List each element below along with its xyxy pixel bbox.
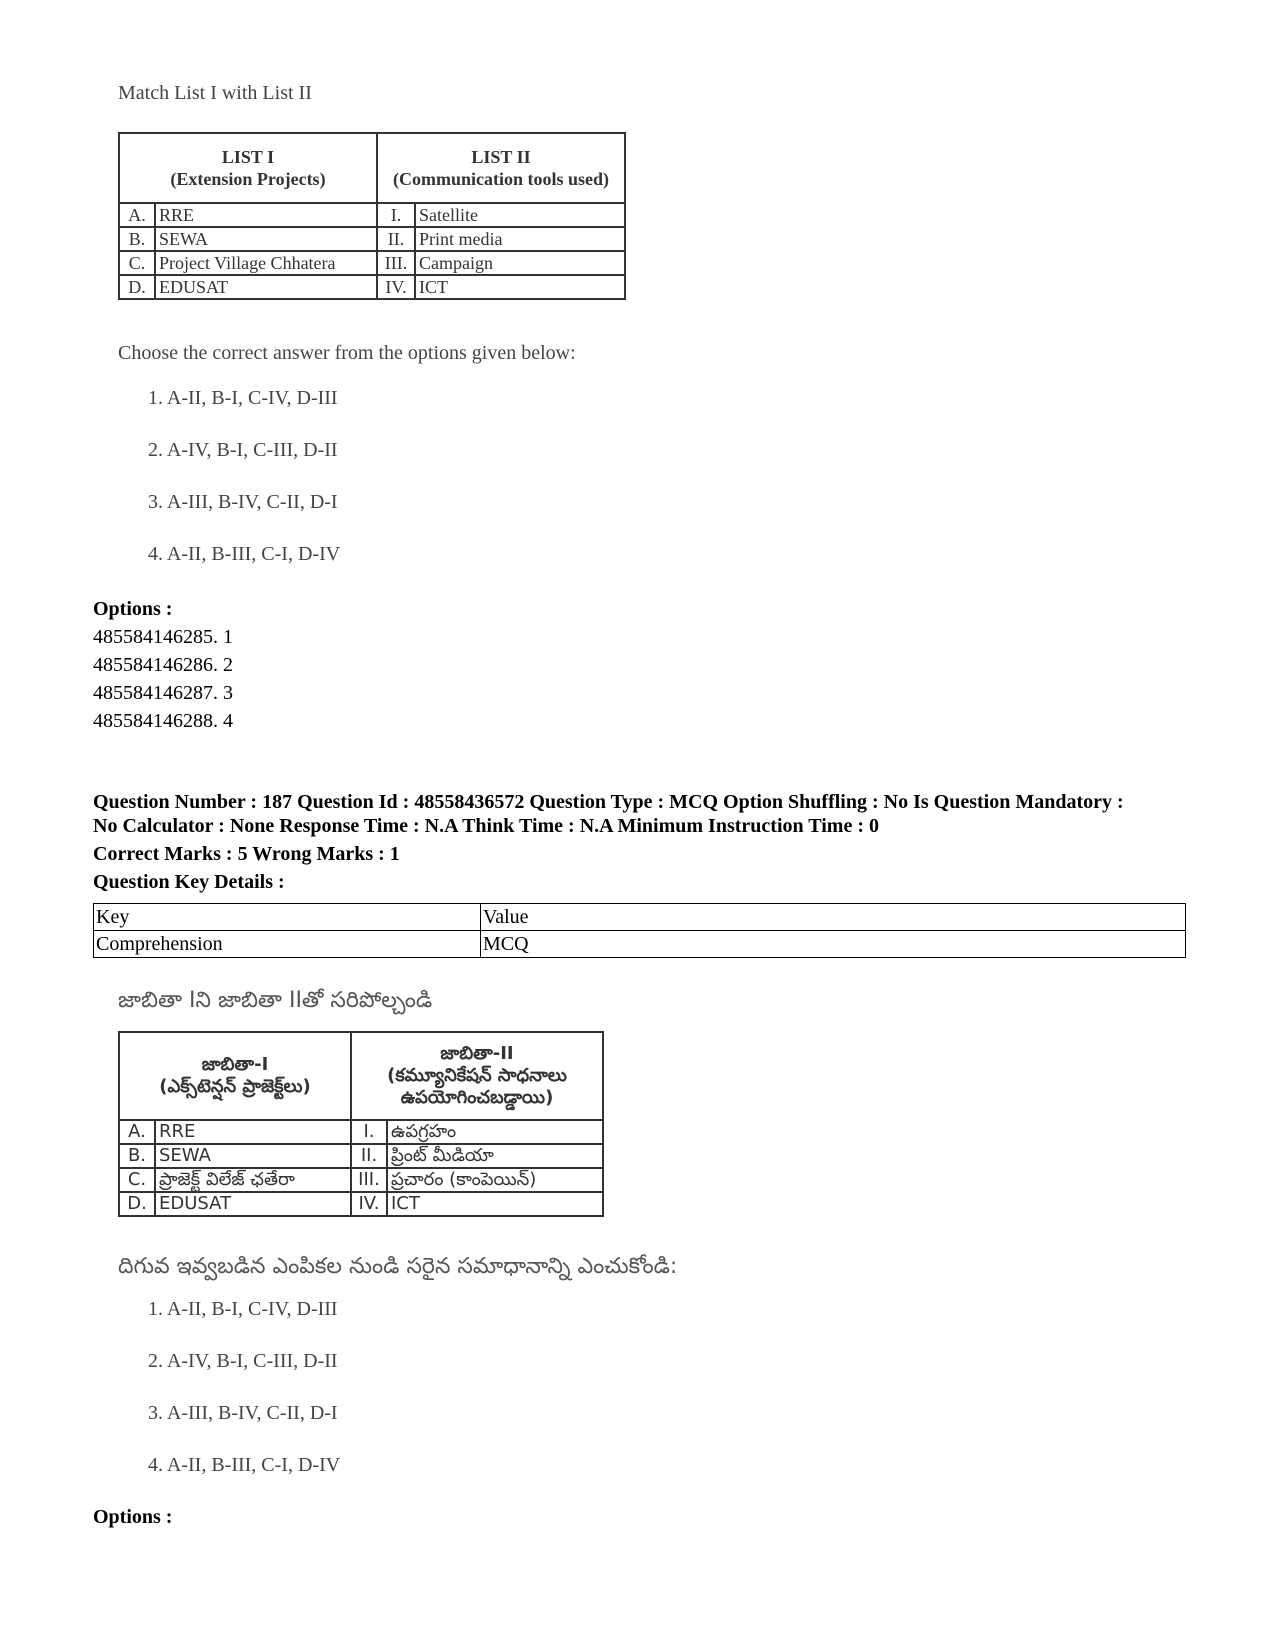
list1-item: EDUSAT — [155, 275, 377, 299]
table-row — [119, 251, 625, 275]
match-table — [118, 132, 626, 300]
row-index: A. — [119, 1120, 155, 1144]
choose-instruction: Choose the correct answer from the options given below: — [118, 342, 576, 364]
marks-line: Correct Marks : 5 Wrong Marks : 1 — [93, 843, 400, 865]
key-header: Key — [94, 904, 481, 931]
answer-choice: 4. A-II, B-III, C-I, D-IV — [148, 543, 341, 565]
question-meta-line: No Calculator : None Response Time : N.A Think Time : N.A Minimum Instruction Time : 0 — [93, 815, 879, 837]
list1-item: Project Village Chhatera — [155, 251, 377, 275]
row-index: I. — [377, 203, 415, 227]
row-index: D. — [119, 1192, 155, 1216]
value-cell: MCQ — [481, 931, 1186, 958]
table-row — [119, 1144, 603, 1168]
list2-header-te: జాబితా-II (కమ్యూనికేషన్ సాధనాలు ఉపయోగించబడ్డాయి) — [351, 1032, 603, 1120]
option-id: 485584146285. 1 — [93, 626, 233, 648]
options-label: Options : — [93, 598, 173, 620]
answer-choice: 3. A-III, B-IV, C-II, D-I — [148, 491, 338, 513]
list2-item: Satellite — [415, 203, 625, 227]
match-instruction-te: జాబితా Iని జాబితా IIతో సరిపోల్చండి — [118, 988, 433, 1013]
row-index: C. — [119, 251, 155, 275]
option-id: 485584146287. 3 — [93, 682, 233, 704]
list2-item: Print media — [415, 227, 625, 251]
key-details-label: Question Key Details : — [93, 871, 285, 893]
list1-item: RRE — [155, 203, 377, 227]
list1-item: ప్రాజెక్ట్ విలేజ్ ఛతేరా — [155, 1168, 351, 1192]
list1-item: SEWA — [155, 227, 377, 251]
table-row — [119, 227, 625, 251]
answer-choice: 1. A-II, B-I, C-IV, D-III — [148, 387, 338, 409]
row-index: B. — [119, 1144, 155, 1168]
list2-item: ఉపగ్రహం — [387, 1120, 603, 1144]
table-row — [119, 1120, 603, 1144]
table-row — [119, 275, 625, 299]
row-index: IV. — [377, 275, 415, 299]
row-index: II. — [377, 227, 415, 251]
options-label: Options : — [93, 1506, 173, 1528]
answer-choice: 4. A-II, B-III, C-I, D-IV — [148, 1454, 341, 1476]
answer-choice: 1. A-II, B-I, C-IV, D-III — [148, 1298, 338, 1320]
row-index: I. — [351, 1120, 387, 1144]
match-table-te — [118, 1031, 604, 1217]
list2-item: ప్రచారం (కాంపెయిన్) — [387, 1168, 603, 1192]
row-index: D. — [119, 275, 155, 299]
table-row — [119, 1168, 603, 1192]
row-index: II. — [351, 1144, 387, 1168]
list1-header: LIST I (Extension Projects) — [119, 133, 377, 203]
row-index: C. — [119, 1168, 155, 1192]
question-meta — [93, 790, 1203, 894]
option-id: 485584146286. 2 — [93, 654, 233, 676]
key-details-table — [93, 903, 1186, 958]
answer-choice: 2. A-IV, B-I, C-III, D-II — [148, 439, 338, 461]
list1-header-te: జాబితా-I (ఎక్స్‌టెన్షన్ ప్రాజెక్ట్‌లు) — [119, 1032, 351, 1120]
table-row — [94, 904, 1186, 931]
row-index: B. — [119, 227, 155, 251]
row-index: III. — [351, 1168, 387, 1192]
list1-item: EDUSAT — [155, 1192, 351, 1216]
list1-item: SEWA — [155, 1144, 351, 1168]
table-row — [119, 1192, 603, 1216]
row-index: A. — [119, 203, 155, 227]
answer-choice: 2. A-IV, B-I, C-III, D-II — [148, 1350, 338, 1372]
choose-instruction-te: దిగువ ఇవ్వబడిన ఎంపికల నుండి సరైన సమాధానాన్ని ఎంచుకోండి: — [118, 1254, 678, 1279]
row-index: IV. — [351, 1192, 387, 1216]
match-instruction: Match List I with List II — [118, 82, 312, 104]
table-row — [119, 203, 625, 227]
list2-item: ప్రింట్ మీడియా — [387, 1144, 603, 1168]
list1-item: RRE — [155, 1120, 351, 1144]
list2-item: ICT — [415, 275, 625, 299]
list2-item: Campaign — [415, 251, 625, 275]
value-header: Value — [481, 904, 1186, 931]
option-id: 485584146288. 4 — [93, 710, 233, 732]
key-cell: Comprehension — [94, 931, 481, 958]
list2-item: ICT — [387, 1192, 603, 1216]
table-row — [94, 931, 1186, 958]
answer-choice: 3. A-III, B-IV, C-II, D-I — [148, 1402, 338, 1424]
list2-header: LIST II (Communication tools used) — [377, 133, 625, 203]
row-index: III. — [377, 251, 415, 275]
question-meta-line: Question Number : 187 Question Id : 48558436572 Question Type : MCQ Option Shuffling : No Is Question Mandatory : — [93, 791, 1124, 813]
